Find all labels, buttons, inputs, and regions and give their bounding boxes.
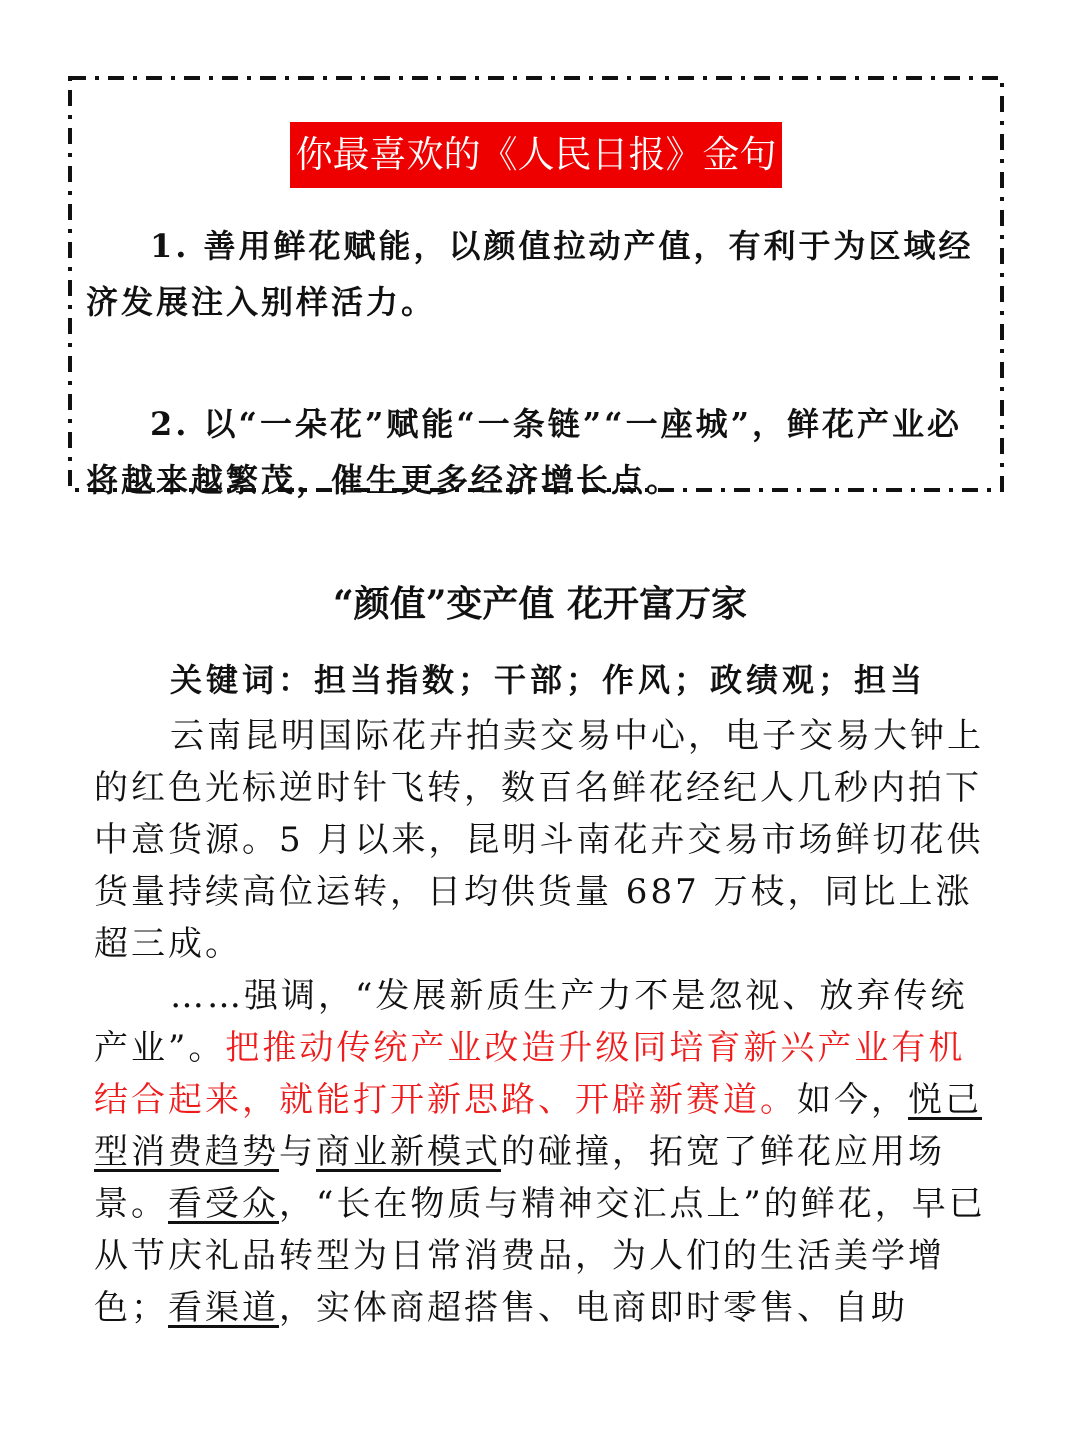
underlined-phrase: 看渠道 <box>168 1288 279 1328</box>
para2-text: ，“长在物质与精神交汇点上”的鲜花，早已从节庆礼品转型为日常消费品，为人们的生活美学增色； <box>94 1184 986 1328</box>
para2-text: ，实体商超搭售、电商即时零售、自助 <box>279 1288 908 1328</box>
underlined-phrase: 悦己型消费趋势 <box>94 1080 982 1172</box>
keywords-line: 关键词：担当指数；干部；作风；政绩观；担当 <box>170 661 927 699</box>
para2-text: 的碰撞，拓宽了鲜花应用场景。 <box>94 1132 945 1224</box>
article-body <box>94 710 994 1334</box>
article-title: “颜值”变产值 花开富万家 <box>333 583 747 625</box>
paragraph-1: 云南昆明国际花卉拍卖交易中心，电子交易大钟上的红色光标逆时针飞转，数百名鲜花经纪人几秒内拍下中意货源。5 月以来，昆明斗南花卉交易市场鲜切花供货量持续高位运转，日均供货量 687 万枝，同比上涨超三成。 <box>94 716 984 964</box>
quote-item-1: 1. 善用鲜花赋能，以颜值拉动产值，有利于为区域经济发展注入别样活力。 <box>86 227 974 321</box>
quote-banner-title: 你最喜欢的《人民日报》金句 <box>290 122 782 188</box>
highlighted-sentence: 把推动传统产业改造升级同培育新兴产业有机结合起来，就能打开新思路、开辟新赛道。 <box>94 1028 966 1120</box>
underlined-phrase: 看受众 <box>168 1184 279 1224</box>
para2-intro: ……强调，“发展新质生产力不是忽视、放弃传统产业”。 <box>94 976 968 1068</box>
para2-text: 如今， <box>797 1080 908 1120</box>
quote-box <box>68 76 1004 499</box>
para2-text: 与 <box>279 1132 316 1172</box>
underlined-phrase: 商业新模式 <box>316 1132 501 1172</box>
paragraph-2 <box>94 970 994 1334</box>
quote-item-2: 2. 以“一朵花”赋能“一条链”“一座城”，鲜花产业必将越来越繁茂，催生更多经济增长点。 <box>86 405 962 499</box>
